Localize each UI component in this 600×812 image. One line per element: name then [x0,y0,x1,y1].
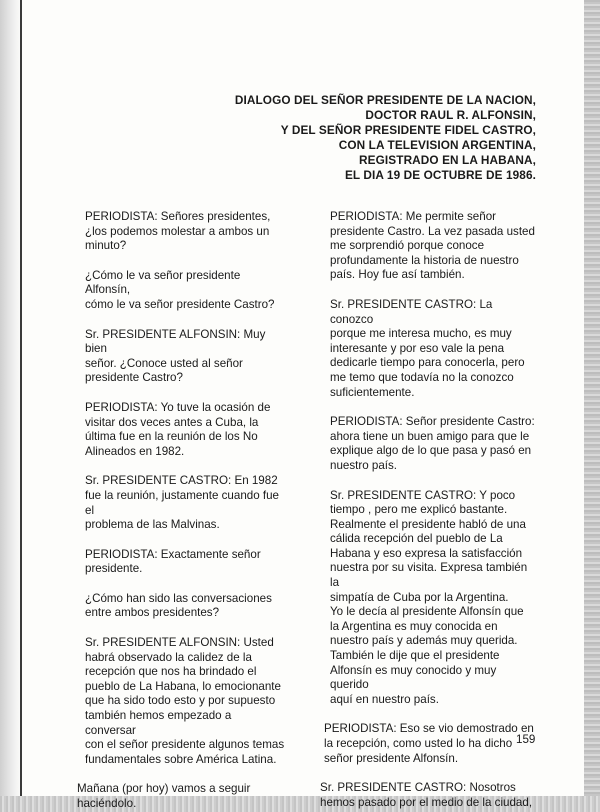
dialogue-paragraph: Sr. PRESIDENTE CASTRO: En 1982 fue la reunión, justamente cuando fue el problema de las Malvinas. [85,474,280,532]
dialogue-paragraph: PERIODISTA: Señor presidente Castro: ahora tiene un buen amigo para que le explique algo de lo que pasa y pasó en nuestro país. [330,415,535,472]
dialogue-paragraph: ¿Cómo han sido las conversaciones entre ambos presidentes? [85,591,272,620]
heading-line: EL DIA 19 DE OCTUBRE DE 1986. [344,168,536,182]
dialogue-paragraph: Sr. PRESIDENTE ALFONSIN: Usted habrá observado la calidez de la recepción que nos ha brindado el pueblo de La Habana, lo emocionante que ha sido todo esto y por supuesto también hemos empezado a conversar con el señor presidente algunos temas fundamentales sobre América Latina. [85,636,285,766]
dialogue-paragraph: PERIODISTA: Yo tuve la ocasión de visitar dos veces antes a Cuba, la última fue en la reunión de los No Alineados en 1982. [85,400,271,458]
dialogue-paragraph: PERIODISTA: Me permite señor presidente Castro. La vez pasada usted me sorprendió porque conoce profundamente la historia de nuestro país. Hoy fue así también. [330,210,535,282]
left-column [77,210,285,812]
dialogue-paragraph: ¿Cómo le va señor presidente Alfonsín, cómo le va señor presidente Castro? [85,268,275,311]
heading-line: DOCTOR RAUL R. ALFONSIN, [365,108,536,122]
dialogue-paragraph: PERIODISTA: Señores presidentes, ¿los podemos molestar a ambos un minuto? [85,210,271,253]
dialogue-paragraph: Sr. PRESIDENTE ALFONSIN: Muy bien señor. ¿Conoce usted al señor presidente Castro? [85,327,266,385]
page-number: 159 [516,733,536,746]
document-heading [156,93,536,183]
right-column [320,210,535,810]
heading-line: Y DEL SEÑOR PRESIDENTE FIDEL CASTRO, [280,123,536,137]
scan-binding-line [20,0,22,812]
dialogue-paragraph: PERIODISTA: Exactamente señor presidente. [85,547,261,576]
scan-right-edge [584,0,600,812]
dialogue-paragraph: Sr. PRESIDENTE CASTRO: La conozco porque me interesa mucho, es muy interesante y por eso vale la pena dedicarle tiempo para conocerla, pero me temo que todavía no la conozco suficientemente. [330,297,525,399]
heading-line: DIALOGO DEL SEÑOR PRESIDENTE DE LA NACION, [234,93,536,107]
dialogue-paragraph: PERIODISTA: Eso se vio demostrado en la recepción, como usted lo ha dicho señor presidente Alfonsín. [324,722,534,765]
dialogue-paragraph: Mañana (por hoy) vamos a seguir haciéndolo. [77,782,251,810]
heading-line: REGISTRADO EN LA HABANA, [359,153,536,167]
dialogue-paragraph: Sr. PRESIDENTE CASTRO: Y poco tiempo , pero me explicó bastante. Realmente el presidente habló de una cálida recepción del pueblo de La Habana y eso expresa la satisfacción nuestra por su visita. Expresa también la simpatía de Cuba por la Argentina. Yo le decía al presidente Alfonsín que la Argentina es muy conocida en nuestro país y además muy querida. También le dije que el presidente Alfonsín es muy conocido y muy querido aquí en nuestro país. [330,488,528,706]
dialogue-paragraph: Sr. PRESIDENTE CASTRO: Nosotros hemos pasado por el medio de la ciudad, [320,781,533,809]
scan-left-edge [0,0,22,812]
heading-line: CON LA TELEVISION ARGENTINA, [338,138,536,152]
